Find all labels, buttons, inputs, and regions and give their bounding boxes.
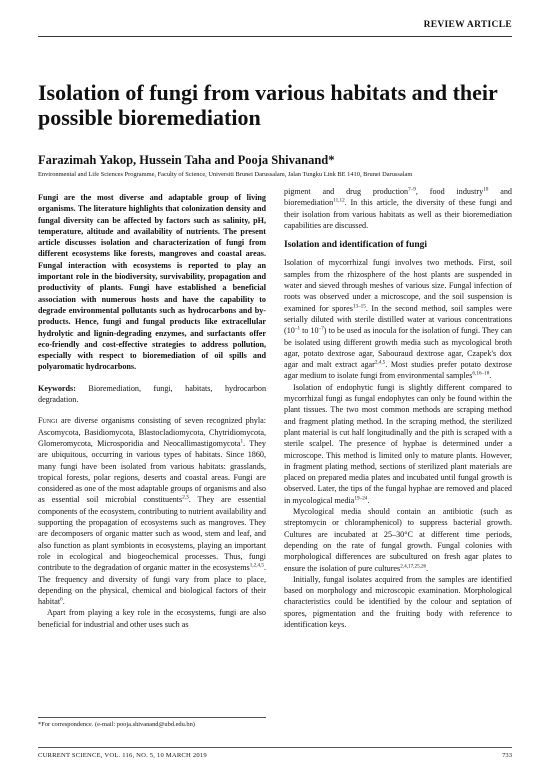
continued-paragraph: pigment and drug production$^{7-9}$, food industry$^{10}$ and bioremediation$^{11,12}$. In this article, the diversity of these fungi and their isolation from various habitats as well as their bioremediation capabilities are discussed.: [284, 186, 512, 230]
footer-rule: [38, 747, 512, 748]
journal-citation: CURRENT SCIENCE, VOL. 116, NO. 5, 10 MARCH 2019: [38, 752, 207, 759]
section-paragraph-3: Mycological media should contain an antibiotic (such as streptomycin or chloramphenicol) to suppress bacterial growth. Cultures are incubated at 25–30°C at different time periods, depending on the rate of fungal growth. Fungal colonies with morphological differences are subcultured on fresh agar plates to ensure the isolation of pure cultures$^{2,4,17,25,26}$.: [284, 507, 512, 573]
keywords-text: Bioremediation, fungi, habitats, hydrocarbon degradation.: [38, 383, 267, 405]
author-list: Farazimah Yakop, Hussein Taha and Pooja Shivanand*: [38, 153, 335, 167]
section-paragraph-2: Isolation of endophytic fungi is slightly different compared to mycorrhizal fungi as fungal endophytes can only be found within the plant tissues. The two most common methods are scraping method and fragment plating method. In the scraping method, the sterilized plant material is cut half longitudinally and the pith is scraped with a sterile scalpel. The presence of hyphae is determined under a microscope. This method is limited only to mature plants. However, in fragment plating method, sections of sterilized plant materials are placed on prepared media plates and incubated until fungal growth is observed. Later, the tips of the fungal hyphae are removed and placed in mycological media$^{19-24}$.: [284, 382, 512, 505]
keywords: [38, 383, 266, 406]
article-type-label: REVIEW ARTICLE: [423, 20, 512, 30]
intro-paragraph-1: Fungi are diverse organisms consisting of seven recognized phyla: Ascomycota, Basidiomycota, Blastocladiomycota, Chytridiomycota, Glomeromycota, Microsporidia and Neocallimastigomycota$^1$. They are ubiquitous, occurring in various types of habitats. Since 1860, many fungi have been isolated from various habitats: grasslands, tropical forests, polar regions, deserts and coastal areas. Fungi are considered as one of the most adaptable groups of organisms and also as essential soil microbial constituents$^{2,3}$. They are essential components of the ecosystem, contributing to nutrient availability and supporting the propagation of ecosystems such as mangroves. They are decomposers of organic matter such as wood, stem and leaf, and also function as plant symbionts in ecosystems, playing an important role in ecological and biogeochemical processes. Thus, fungi contribute to the degradation of organic matter in the ecosystems$^{1,2,4,5}$. The frequency and diversity of fungi vary from place to place, depending on the physical, chemical and biological factors of their habitat$^6$.: [38, 416, 267, 607]
intro-paragraph-2: Apart from playing a key role in the ecosystems, fungi are also beneficial for industrial and other uses such as: [38, 608, 266, 629]
page-number: 733: [502, 752, 512, 759]
affiliation: Environmental and Life Sciences Programme, Faculty of Science, Universiti Brunei Darussalam, Jalan Tungku Link BE 1410, Brunei Darussalam: [38, 171, 413, 178]
section-paragraph-4: Initially, fungal isolates acquired from the samples are identified based on morphology and microscopic examination. Morphological characteristics could be identified by the colour and septation of spores, pigmentation and the fruiting body with reference to identification keys.: [284, 574, 512, 629]
abstract: Fungi are the most diverse and adaptable group of living organisms. The literature highlights that colonization density and fungal diversity can be affected by factors such as salinity, pH, temperature, altitude and availability of nutrients. The present article discusses isolation and characterization of fungi from different ecosystems like forests, mangroves and coastal areas. Fungal interaction with ecosystems is reported to play an important role in the biodiversity, survivability, propagation and productivity of plants. Fungi have established a beneficial association with numerous hosts and have the capability to degrade environmental pollutants such as hydrocarbons and by-products. Hence, fungi and fungal products like extracellular hydrolytic and lignin-degrading enzymes, and surfactants offer eco-friendly and cost-effective strategies to address pollution, especially with respect to bioremediation of oil spills and polyaromatic hydrocarbons.: [38, 193, 266, 372]
correspondence-footnote: *For correspondence. (e-mail: pooja.shivanand@ubd.edu.bn): [38, 721, 195, 728]
keywords-label: Keywords:: [38, 383, 76, 393]
right-column: [284, 186, 512, 630]
section-heading: Isolation and identification of fungi: [284, 240, 428, 251]
drop-lead: Fungi: [38, 416, 58, 426]
article-title: Isolation of fungi from various habitats and their possible bioremediation: [38, 80, 498, 130]
header-rule: [38, 36, 512, 37]
section-paragraph-1: Isolation of mycorrhizal fungi involves two methods. First, soil samples from the rhizosphere of the host plants are suspended in water and sieved through meshes of various size. Fungal infection of roots was observed under a microscope, and the soil suspension is examined for spores$^{13-15}$. In the second method, soil samples were serially diluted with sterile distilled water at various concentrations ($10^{-1}$ to $10^{-7}$) to be used as inocula for the isolation of fungi. They can be isolated using different growth media such as mycological broth agar, potato dextrose agar, Sabouraud dextrose agar, Czapek's dox agar and malt extract agar$^{2,4,5}$. Most studies prefer potato dextrose agar medium to isolate fungi from environmental samples$^{6,16-18}$.: [284, 258, 512, 381]
left-column: [38, 192, 266, 630]
footnote-rule: [38, 717, 266, 718]
